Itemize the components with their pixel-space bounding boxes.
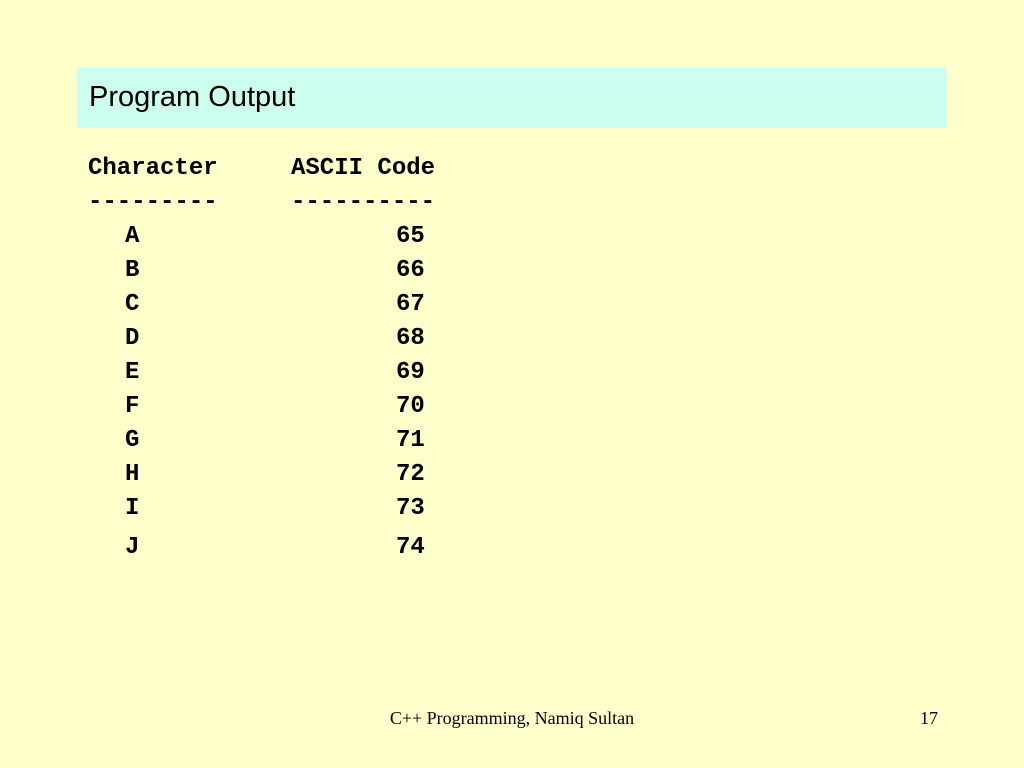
row-character: I	[125, 495, 140, 522]
separator-ascii-code: ----------	[291, 189, 436, 216]
row-character: D	[125, 325, 140, 352]
row-ascii-code: 73	[396, 495, 425, 522]
header-ascii-code: ASCII Code	[291, 155, 436, 182]
slide-footer: C++ Programming, Namiq Sultan	[389, 708, 635, 728]
page-number: 17	[920, 708, 938, 728]
row-ascii-code: 65	[396, 223, 425, 250]
row-ascii-code: 69	[396, 359, 425, 386]
header-character: Character	[88, 155, 218, 182]
row-character: J	[125, 534, 140, 561]
row-ascii-code: 71	[396, 427, 425, 454]
output-row	[88, 424, 588, 458]
row-ascii-code: 74	[396, 534, 425, 561]
output-row	[88, 531, 588, 565]
row-ascii-code: 70	[396, 393, 425, 420]
output-row	[88, 254, 588, 288]
output-row	[88, 390, 588, 424]
separator-character: ---------	[88, 189, 218, 216]
title-bar	[77, 68, 947, 128]
output-row	[88, 322, 588, 356]
slide-title: Program Output	[89, 81, 296, 113]
header-row	[88, 152, 588, 186]
separator-row	[88, 186, 588, 220]
output-row	[88, 288, 588, 322]
row-character: E	[125, 359, 140, 386]
row-ascii-code: 67	[396, 291, 425, 318]
row-character: B	[125, 257, 140, 284]
output-row	[88, 220, 588, 254]
row-character: G	[125, 427, 140, 454]
row-character: A	[125, 223, 140, 250]
row-character: H	[125, 461, 140, 488]
row-character: F	[125, 393, 140, 420]
row-ascii-code: 68	[396, 325, 425, 352]
output-row	[88, 492, 588, 526]
program-output	[88, 152, 588, 565]
output-row	[88, 356, 588, 390]
output-row	[88, 458, 588, 492]
row-ascii-code: 66	[396, 257, 425, 284]
row-character: C	[125, 291, 140, 318]
row-ascii-code: 72	[396, 461, 425, 488]
